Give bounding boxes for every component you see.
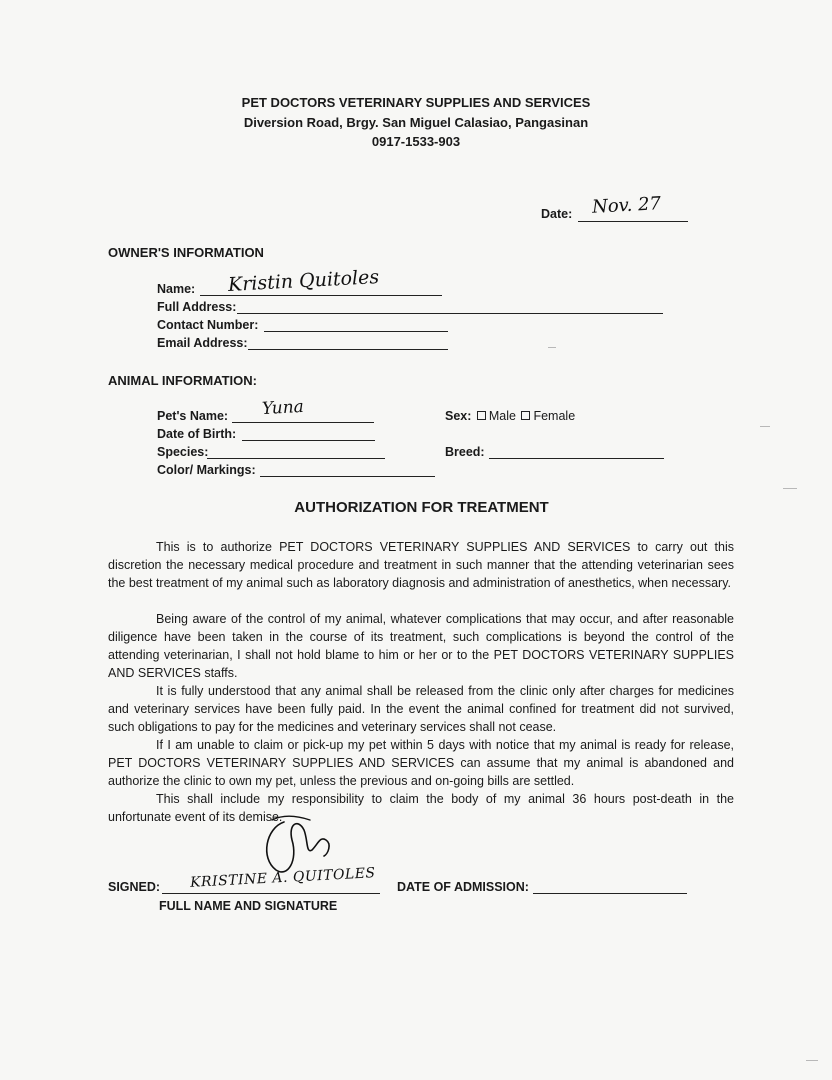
company-name: PET DOCTORS VETERINARY SUPPLIES AND SERVICES [241, 95, 591, 110]
scan-speck [760, 426, 770, 427]
paragraph-4: If I am unable to claim or pick-up my pet within 5 days with notice that my animal is ready for release, PET DOCTORS VETERINARY SUPPLIES AND SERVICES can assume that my animal is abandoned and authorize the clinic to own my pet, unless the previous and on-going bills are settled. [108, 738, 734, 788]
email-address-label: Email Address: [157, 336, 248, 350]
date-of-birth-label: Date of Birth: [157, 427, 237, 441]
species-label: Species: [157, 445, 209, 459]
contact-number-line [264, 331, 448, 332]
signature-line [162, 893, 380, 894]
signed-label: SIGNED: [108, 880, 161, 894]
signed-name-handwritten: KRISTINE A. QUITOLES [189, 865, 376, 891]
paragraph-3: It is fully understood that any animal shall be released from the clinic only after charges for medicines and veterinary services have been fully paid. In the event the animal confined for treatment did not survived, such obligations to pay for the medicines and veterinary services shall not cease. [108, 684, 734, 734]
company-phone: 0917-1533-903 [371, 134, 461, 149]
authorization-title: AUTHORIZATION FOR TREATMENT [294, 499, 549, 516]
pet-name-line [232, 422, 374, 423]
color-markings-label: Color/ Markings: [157, 463, 256, 477]
paragraph-2: Being aware of the control of my animal, whatever complications that may occur, and after reasonable diligence have been taken in the course of its treatment, such complications is beyond the control of the attending veterinarian, I shall not hold blame to him or her or to the PET DOCTORS VETERINARY SUPPLIES AND SERVICES staffs. [108, 612, 734, 680]
contact-number-label: Contact Number: [157, 318, 259, 332]
pet-name-handwritten: Yuna [261, 396, 305, 420]
date-of-birth-line [242, 440, 375, 441]
paragraph-5: This shall include my responsibility to claim the body of my animal 36 hours post-death in the unfortunate event of its demise. [108, 792, 734, 824]
animal-heading: ANIMAL INFORMATION: [108, 373, 257, 388]
species-line [207, 458, 385, 459]
full-address-label: Full Address: [157, 300, 237, 314]
owner-name-label: Name: [157, 282, 196, 296]
signature-scribble [254, 810, 344, 890]
scan-speck [806, 1060, 818, 1061]
pet-name-label: Pet's Name: [157, 409, 229, 423]
owner-heading: OWNER'S INFORMATION [108, 245, 264, 260]
male-option-label: Male [488, 409, 516, 423]
color-markings-line [260, 476, 435, 477]
breed-line [489, 458, 664, 459]
scan-speck [548, 347, 556, 348]
sex-field [445, 409, 575, 423]
signature-caption: FULL NAME AND SIGNATURE [159, 899, 338, 913]
date-line [578, 221, 688, 222]
owner-name-handwritten: Kristin Quitoles [227, 266, 380, 296]
date-of-admission-line [533, 893, 687, 894]
date-label: Date: [541, 207, 573, 221]
scan-speck [783, 488, 797, 489]
female-option-label: Female [533, 409, 576, 423]
company-address: Diversion Road, Brgy. San Miguel Calasiao, Pangasinan [243, 115, 589, 130]
date-handwritten: Nov. 27 [591, 193, 662, 218]
male-checkbox[interactable] [477, 411, 486, 420]
date-of-admission-label: DATE OF ADMISSION: [397, 880, 529, 894]
email-address-line [248, 349, 448, 350]
full-address-line [237, 313, 663, 314]
female-checkbox[interactable] [521, 411, 530, 420]
paragraph-1: This is to authorize PET DOCTORS VETERINARY SUPPLIES AND SERVICES to carry out this discretion the necessary medical procedure and treatment in such manner that the attending veterinarian sees the best treatment of my animal such as laboratory diagnosis and administration of anesthetics, when necessary. [108, 540, 734, 590]
breed-label: Breed: [445, 445, 485, 459]
sex-label: Sex: [445, 409, 472, 423]
